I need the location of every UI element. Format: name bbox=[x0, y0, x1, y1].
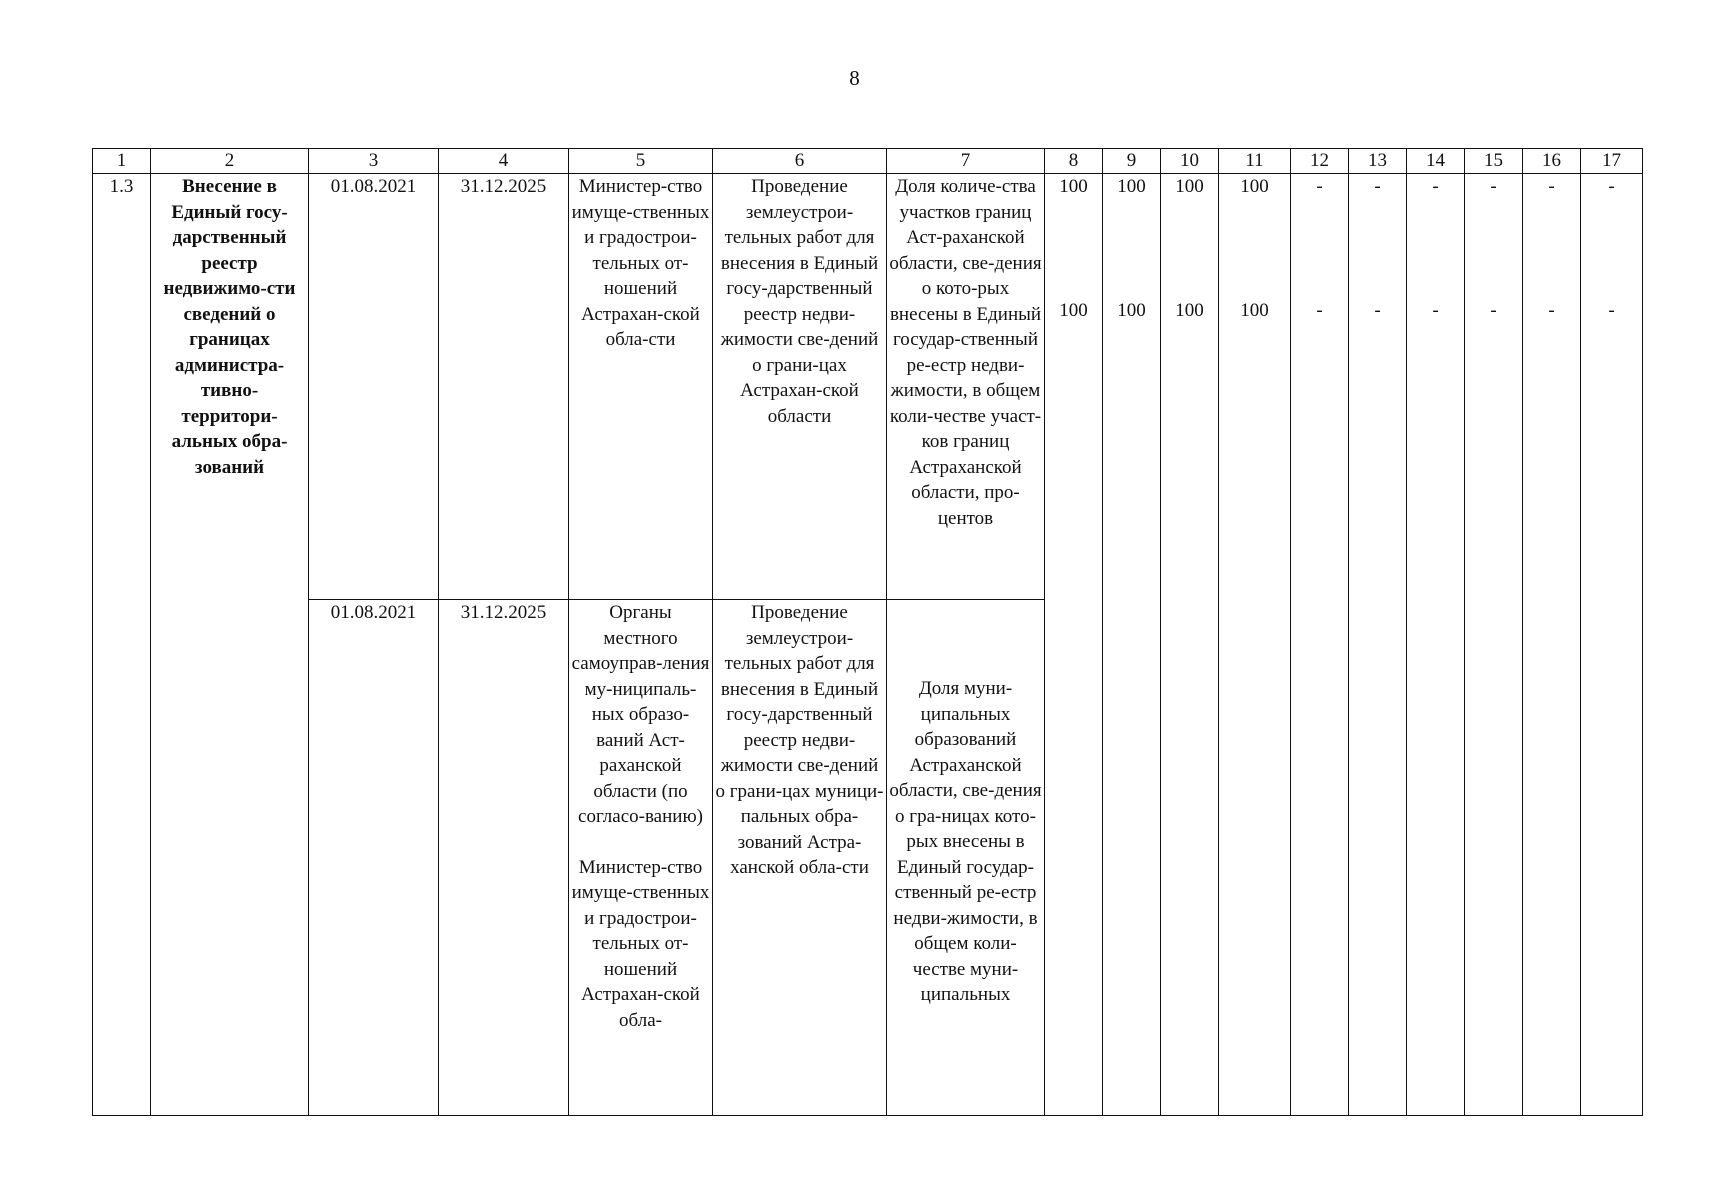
dash: - bbox=[1316, 299, 1323, 321]
executor-local: Органы местного самоуправ-ления му-ниципаль-ных образо-ваний Аст-раханской области (по согласо-ванию) bbox=[571, 602, 710, 827]
value: 100 bbox=[1175, 299, 1204, 321]
executor-ministry: Министер-ство имуще-ственных и градострои-тельных от-ношений Астрахан-ской обла- bbox=[571, 856, 710, 1031]
header-cell: 8 bbox=[1045, 149, 1103, 174]
value: 100 bbox=[1240, 299, 1269, 321]
dash: - bbox=[1490, 176, 1497, 197]
value: 100 bbox=[1059, 176, 1088, 197]
header-cell: 10 bbox=[1161, 149, 1219, 174]
value: 100 bbox=[1059, 299, 1088, 321]
header-cell: 6 bbox=[713, 149, 887, 174]
start-date: 01.08.2021 bbox=[309, 600, 439, 1116]
executor bbox=[569, 600, 713, 1116]
row-number: 1.3 bbox=[93, 174, 151, 1116]
value-cell-17 bbox=[1581, 174, 1643, 1116]
dash: - bbox=[1374, 176, 1381, 197]
header-cell: 13 bbox=[1349, 149, 1407, 174]
executor: Министер-ство имуще-ственных и градострои-тельных от-ношений Астрахан-ской обла-сти bbox=[569, 174, 713, 600]
start-date: 01.08.2021 bbox=[309, 174, 439, 600]
value-cell-10 bbox=[1161, 174, 1219, 1116]
indicator bbox=[887, 600, 1045, 1116]
value-cell-12 bbox=[1291, 174, 1349, 1116]
measure-title: Внесение в Единый госу-дарственный реестр недвижимо-сти сведений о границах администра-тивно-территори-альных обра-зований bbox=[151, 174, 309, 1116]
dash: - bbox=[1374, 299, 1381, 321]
value-cell-14 bbox=[1407, 174, 1465, 1116]
value: 100 bbox=[1175, 176, 1204, 197]
header-cell: 11 bbox=[1219, 149, 1291, 174]
dash: - bbox=[1432, 299, 1439, 321]
dash: - bbox=[1548, 176, 1555, 197]
dash: - bbox=[1608, 299, 1615, 321]
header-cell: 9 bbox=[1103, 149, 1161, 174]
plan-table bbox=[92, 148, 1643, 1116]
value-cell-13 bbox=[1349, 174, 1407, 1116]
header-cell: 15 bbox=[1465, 149, 1523, 174]
value-cell-9 bbox=[1103, 174, 1161, 1116]
header-cell: 16 bbox=[1523, 149, 1581, 174]
header-cell: 2 bbox=[151, 149, 309, 174]
header-row bbox=[93, 149, 1643, 174]
header-cell: 1 bbox=[93, 149, 151, 174]
value-cell-11 bbox=[1219, 174, 1291, 1116]
header-cell: 5 bbox=[569, 149, 713, 174]
header-cell: 12 bbox=[1291, 149, 1349, 174]
end-date: 31.12.2025 bbox=[439, 174, 569, 600]
header-cell: 7 bbox=[887, 149, 1045, 174]
header-cell: 14 bbox=[1407, 149, 1465, 174]
action: Проведение землеустрои-тельных работ для внесения в Единый госу-дарственный реестр недви-жимости све-дений о грани-цах муници-пальных обра-зований Астра-ханской обла-сти bbox=[713, 600, 887, 1116]
dash: - bbox=[1608, 176, 1615, 197]
page-number: 8 bbox=[849, 66, 860, 90]
end-date: 31.12.2025 bbox=[439, 600, 569, 1116]
dash: - bbox=[1316, 176, 1323, 197]
dash: - bbox=[1432, 176, 1439, 197]
indicator: Доля количе-ства участков границ Аст-раханской области, све-дения о кото-рых внесены в Единый государ-ственный ре-естр недви-жимости, в общем коли-честве участ-ков границ Астраханской области, про-центов bbox=[887, 174, 1045, 600]
header-cell: 17 bbox=[1581, 149, 1643, 174]
header-cell: 3 bbox=[309, 149, 439, 174]
table-row bbox=[93, 174, 1643, 600]
value: 100 bbox=[1117, 176, 1146, 197]
action: Проведение землеустрои-тельных работ для внесения в Единый госу-дарственный реестр недви-жимости све-дений о грани-цах Астрахан-ской области bbox=[713, 174, 887, 600]
value: 100 bbox=[1240, 176, 1269, 197]
dash: - bbox=[1548, 299, 1555, 321]
value-cell-15 bbox=[1465, 174, 1523, 1116]
value: 100 bbox=[1117, 299, 1146, 321]
value-cell-8 bbox=[1045, 174, 1103, 1116]
value-cell-16 bbox=[1523, 174, 1581, 1116]
header-cell: 4 bbox=[439, 149, 569, 174]
indicator-text: Доля муни-ципальных образований Астраханской области, све-дения о гра-ницах кото-рых внесены в Единый государ-ственный ре-естр недви-жимости, в общем коли-честве муни-ципальных bbox=[889, 678, 1042, 1005]
dash: - bbox=[1490, 299, 1497, 321]
